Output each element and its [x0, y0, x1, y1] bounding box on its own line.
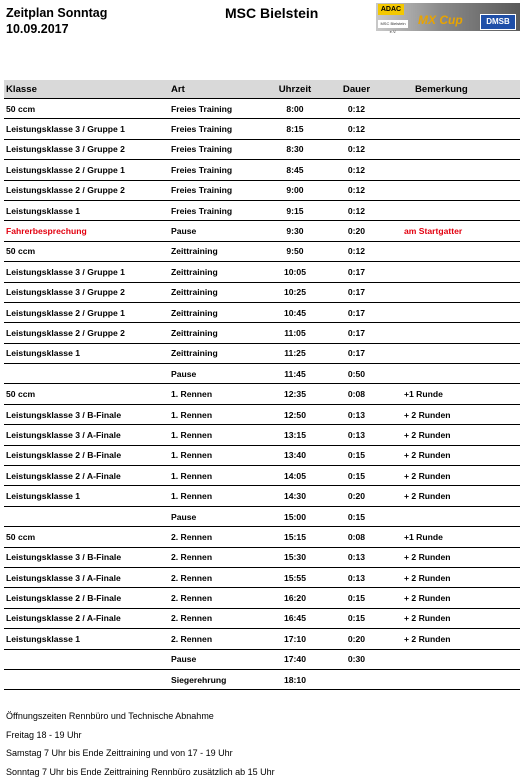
cell-dauer: 0:20: [334, 629, 379, 649]
cell-uhrzeit: 13:40: [256, 445, 334, 465]
cell-bemerkung: + 2 Runden: [379, 404, 520, 424]
cell-dauer: 0:12: [334, 160, 379, 180]
cell-klasse: Leistungsklasse 3 / Gruppe 2: [4, 139, 171, 159]
cell-art: 1. Rennen: [171, 425, 256, 445]
cell-uhrzeit: 12:50: [256, 404, 334, 424]
notes-sunday: Sonntag 7 Uhr bis Ende Zeittraining Rennbüro zusätzlich ab 15 Uhr: [6, 767, 275, 778]
column-header-klasse: Klasse: [4, 80, 171, 99]
cell-bemerkung: + 2 Runden: [379, 466, 520, 486]
cell-dauer: 0:50: [334, 364, 379, 384]
cell-klasse: Leistungsklasse 2 / A-Finale: [4, 466, 171, 486]
cell-dauer: 0:17: [334, 323, 379, 343]
cell-bemerkung: [379, 241, 520, 261]
notes-saturday: Samstag 7 Uhr bis Ende Zeittraining und von 17 - 19 Uhr: [6, 748, 233, 759]
schedule-row: [4, 282, 520, 302]
cell-bemerkung: [379, 343, 520, 363]
schedule-row: [4, 384, 520, 404]
cell-bemerkung: [379, 180, 520, 200]
cell-dauer: 0:17: [334, 343, 379, 363]
cell-bemerkung: + 2 Runden: [379, 486, 520, 506]
cell-bemerkung: [379, 119, 520, 139]
cell-klasse: Leistungsklasse 3 / Gruppe 1: [4, 262, 171, 282]
cell-bemerkung: + 2 Runden: [379, 425, 520, 445]
cell-bemerkung: am Startgatter: [379, 221, 520, 241]
cell-bemerkung: [379, 160, 520, 180]
cell-uhrzeit: 8:00: [256, 99, 334, 119]
cell-uhrzeit: 10:05: [256, 262, 334, 282]
cell-uhrzeit: 10:25: [256, 282, 334, 302]
schedule-row: [4, 425, 520, 445]
cell-uhrzeit: 17:40: [256, 649, 334, 669]
cell-art: 1. Rennen: [171, 466, 256, 486]
cell-uhrzeit: 8:30: [256, 139, 334, 159]
cell-klasse: 50 ccm: [4, 384, 171, 404]
schedule-row: [4, 629, 520, 649]
schedule-row: [4, 547, 520, 567]
cell-dauer: 0:08: [334, 384, 379, 404]
cell-art: 2. Rennen: [171, 547, 256, 567]
cell-uhrzeit: 15:15: [256, 527, 334, 547]
cell-klasse: 50 ccm: [4, 99, 171, 119]
cell-bemerkung: + 2 Runden: [379, 547, 520, 567]
cell-dauer: 0:17: [334, 262, 379, 282]
cell-uhrzeit: 8:45: [256, 160, 334, 180]
cell-art: Freies Training: [171, 119, 256, 139]
schedule-row: [4, 506, 520, 526]
cell-uhrzeit: 15:00: [256, 506, 334, 526]
cell-uhrzeit: 11:25: [256, 343, 334, 363]
schedule-row: [4, 262, 520, 282]
cell-dauer: 0:13: [334, 547, 379, 567]
cell-klasse: Leistungsklasse 1: [4, 343, 171, 363]
cell-dauer: 0:17: [334, 302, 379, 322]
cell-dauer: 0:12: [334, 99, 379, 119]
schedule-row: [4, 364, 520, 384]
cell-art: 2. Rennen: [171, 608, 256, 628]
cell-klasse: Leistungsklasse 3 / A-Finale: [4, 425, 171, 445]
adac-logo-text: ADAC: [378, 4, 404, 15]
cell-dauer: 0:20: [334, 221, 379, 241]
cell-klasse: Leistungsklasse 2 / A-Finale: [4, 608, 171, 628]
cell-uhrzeit: 15:55: [256, 567, 334, 587]
cell-art: 1. Rennen: [171, 404, 256, 424]
cell-dauer: 0:13: [334, 425, 379, 445]
cell-art: Freies Training: [171, 139, 256, 159]
cell-dauer: 0:15: [334, 588, 379, 608]
cell-art: Zeittraining: [171, 262, 256, 282]
cell-dauer: 0:15: [334, 466, 379, 486]
cell-art: 2. Rennen: [171, 629, 256, 649]
cell-klasse: Leistungsklasse 3 / Gruppe 2: [4, 282, 171, 302]
cell-uhrzeit: 14:30: [256, 486, 334, 506]
column-header-uhrzeit: Uhrzeit: [256, 80, 334, 99]
cell-klasse: Leistungsklasse 2 / Gruppe 1: [4, 302, 171, 322]
cell-klasse: Leistungsklasse 3 / B-Finale: [4, 547, 171, 567]
cell-klasse: [4, 669, 171, 689]
schedule-row: [4, 119, 520, 139]
schedule-row: [4, 221, 520, 241]
title-date: 10.09.2017: [6, 22, 69, 36]
cell-uhrzeit: 18:10: [256, 669, 334, 689]
cell-uhrzeit: 9:00: [256, 180, 334, 200]
cell-art: 2. Rennen: [171, 588, 256, 608]
notes-friday: Freitag 18 - 19 Uhr: [6, 729, 82, 740]
schedule-row: [4, 588, 520, 608]
notes-heading: Öffnungszeiten Rennbüro und Technische Abnahme: [6, 711, 214, 721]
schedule-row: [4, 323, 520, 343]
schedule-table: [4, 80, 520, 690]
cell-uhrzeit: 8:15: [256, 119, 334, 139]
schedule-row: [4, 669, 520, 689]
cell-art: Pause: [171, 364, 256, 384]
cell-bemerkung: + 2 Runden: [379, 588, 520, 608]
cell-klasse: Leistungsklasse 2 / Gruppe 2: [4, 323, 171, 343]
cell-uhrzeit: 15:30: [256, 547, 334, 567]
cell-art: Pause: [171, 649, 256, 669]
cell-klasse: Leistungsklasse 2 / B-Finale: [4, 445, 171, 465]
cell-klasse: Leistungsklasse 1: [4, 629, 171, 649]
cell-bemerkung: [379, 139, 520, 159]
cell-art: 1. Rennen: [171, 445, 256, 465]
schedule-row: [4, 608, 520, 628]
cell-bemerkung: [379, 99, 520, 119]
cell-klasse: Leistungsklasse 1: [4, 486, 171, 506]
cell-dauer: 0:12: [334, 180, 379, 200]
cell-uhrzeit: 16:45: [256, 608, 334, 628]
schedule-row: [4, 302, 520, 322]
cell-klasse: Leistungsklasse 2 / Gruppe 1: [4, 160, 171, 180]
cell-klasse: [4, 364, 171, 384]
schedule-row: [4, 343, 520, 363]
column-header-dauer: Dauer: [334, 80, 379, 99]
cell-klasse: 50 ccm: [4, 241, 171, 261]
cell-bemerkung: [379, 364, 520, 384]
cell-uhrzeit: 13:15: [256, 425, 334, 445]
cell-klasse: Leistungsklasse 3 / A-Finale: [4, 567, 171, 587]
cell-klasse: [4, 649, 171, 669]
cell-dauer: 0:12: [334, 241, 379, 261]
cell-art: 1. Rennen: [171, 384, 256, 404]
cell-bemerkung: [379, 302, 520, 322]
cell-art: Freies Training: [171, 200, 256, 220]
cell-uhrzeit: 9:50: [256, 241, 334, 261]
cell-dauer: 0:13: [334, 567, 379, 587]
cell-uhrzeit: 12:35: [256, 384, 334, 404]
cell-uhrzeit: 17:10: [256, 629, 334, 649]
cell-bemerkung: [379, 262, 520, 282]
cell-art: Zeittraining: [171, 302, 256, 322]
schedule-row: [4, 180, 520, 200]
cell-klasse: Leistungsklasse 2 / B-Finale: [4, 588, 171, 608]
column-header-bemerkung: Bemerkung: [379, 80, 520, 99]
cell-art: Freies Training: [171, 99, 256, 119]
mx-cup-logo-text: MX Cup: [418, 13, 463, 27]
cell-dauer: 0:15: [334, 445, 379, 465]
adac-mx-cup-logo: [376, 3, 520, 34]
schedule-header-row: [4, 80, 520, 99]
cell-klasse: Leistungsklasse 3 / Gruppe 1: [4, 119, 171, 139]
cell-art: 1. Rennen: [171, 486, 256, 506]
cell-bemerkung: + 2 Runden: [379, 608, 520, 628]
cell-uhrzeit: 16:20: [256, 588, 334, 608]
document-title: [6, 5, 107, 37]
schedule-row: [4, 160, 520, 180]
cell-art: Zeittraining: [171, 241, 256, 261]
cell-dauer: 0:15: [334, 608, 379, 628]
cell-klasse: Leistungsklasse 1: [4, 200, 171, 220]
cell-art: Pause: [171, 506, 256, 526]
cell-bemerkung: [379, 323, 520, 343]
club-name: MSC Bielstein: [225, 5, 319, 21]
schedule-row: [4, 99, 520, 119]
cell-bemerkung: +1 Runde: [379, 527, 520, 547]
schedule-row: [4, 139, 520, 159]
cell-bemerkung: + 2 Runden: [379, 445, 520, 465]
cell-art: 2. Rennen: [171, 527, 256, 547]
cell-bemerkung: [379, 506, 520, 526]
cell-bemerkung: +1 Runde: [379, 384, 520, 404]
cell-uhrzeit: 11:05: [256, 323, 334, 343]
cell-bemerkung: [379, 649, 520, 669]
dmsb-logo-text: DMSB: [480, 14, 516, 30]
schedule-row: [4, 486, 520, 506]
cell-uhrzeit: 14:05: [256, 466, 334, 486]
cell-dauer: 0:12: [334, 139, 379, 159]
cell-dauer: 0:15: [334, 506, 379, 526]
schedule-row: [4, 527, 520, 547]
schedule-row: [4, 404, 520, 424]
cell-bemerkung: [379, 669, 520, 689]
cell-klasse: Leistungsklasse 3 / B-Finale: [4, 404, 171, 424]
cell-art: Freies Training: [171, 180, 256, 200]
schedule-row: [4, 200, 520, 220]
cell-dauer: [334, 669, 379, 689]
cell-dauer: 0:13: [334, 404, 379, 424]
cell-klasse: [4, 506, 171, 526]
cell-art: Freies Training: [171, 160, 256, 180]
cell-klasse: 50 ccm: [4, 527, 171, 547]
cell-uhrzeit: 11:45: [256, 364, 334, 384]
cell-dauer: 0:08: [334, 527, 379, 547]
cell-bemerkung: [379, 200, 520, 220]
schedule-row: [4, 649, 520, 669]
cell-art: Zeittraining: [171, 343, 256, 363]
cell-dauer: 0:12: [334, 119, 379, 139]
cell-klasse: Fahrerbesprechung: [4, 221, 171, 241]
cell-uhrzeit: 9:15: [256, 200, 334, 220]
schedule-row: [4, 466, 520, 486]
cell-art: 2. Rennen: [171, 567, 256, 587]
schedule-row: [4, 567, 520, 587]
cell-dauer: 0:30: [334, 649, 379, 669]
cell-klasse: Leistungsklasse 2 / Gruppe 2: [4, 180, 171, 200]
cell-bemerkung: [379, 282, 520, 302]
cell-dauer: 0:20: [334, 486, 379, 506]
cell-art: Zeittraining: [171, 323, 256, 343]
column-header-art: Art: [171, 80, 256, 99]
cell-uhrzeit: 10:45: [256, 302, 334, 322]
cell-bemerkung: + 2 Runden: [379, 567, 520, 587]
opening-hours-notes: [6, 707, 275, 782]
schedule-row: [4, 445, 520, 465]
cell-art: Siegerehrung: [171, 669, 256, 689]
msc-logo-text: MSC Bielstein e.V.: [378, 20, 408, 28]
cell-bemerkung: + 2 Runden: [379, 629, 520, 649]
title-line-1: Zeitplan Sonntag: [6, 6, 108, 20]
cell-art: Pause: [171, 221, 256, 241]
cell-art: Zeittraining: [171, 282, 256, 302]
cell-dauer: 0:17: [334, 282, 379, 302]
cell-dauer: 0:12: [334, 200, 379, 220]
schedule-row: [4, 241, 520, 261]
cell-uhrzeit: 9:30: [256, 221, 334, 241]
